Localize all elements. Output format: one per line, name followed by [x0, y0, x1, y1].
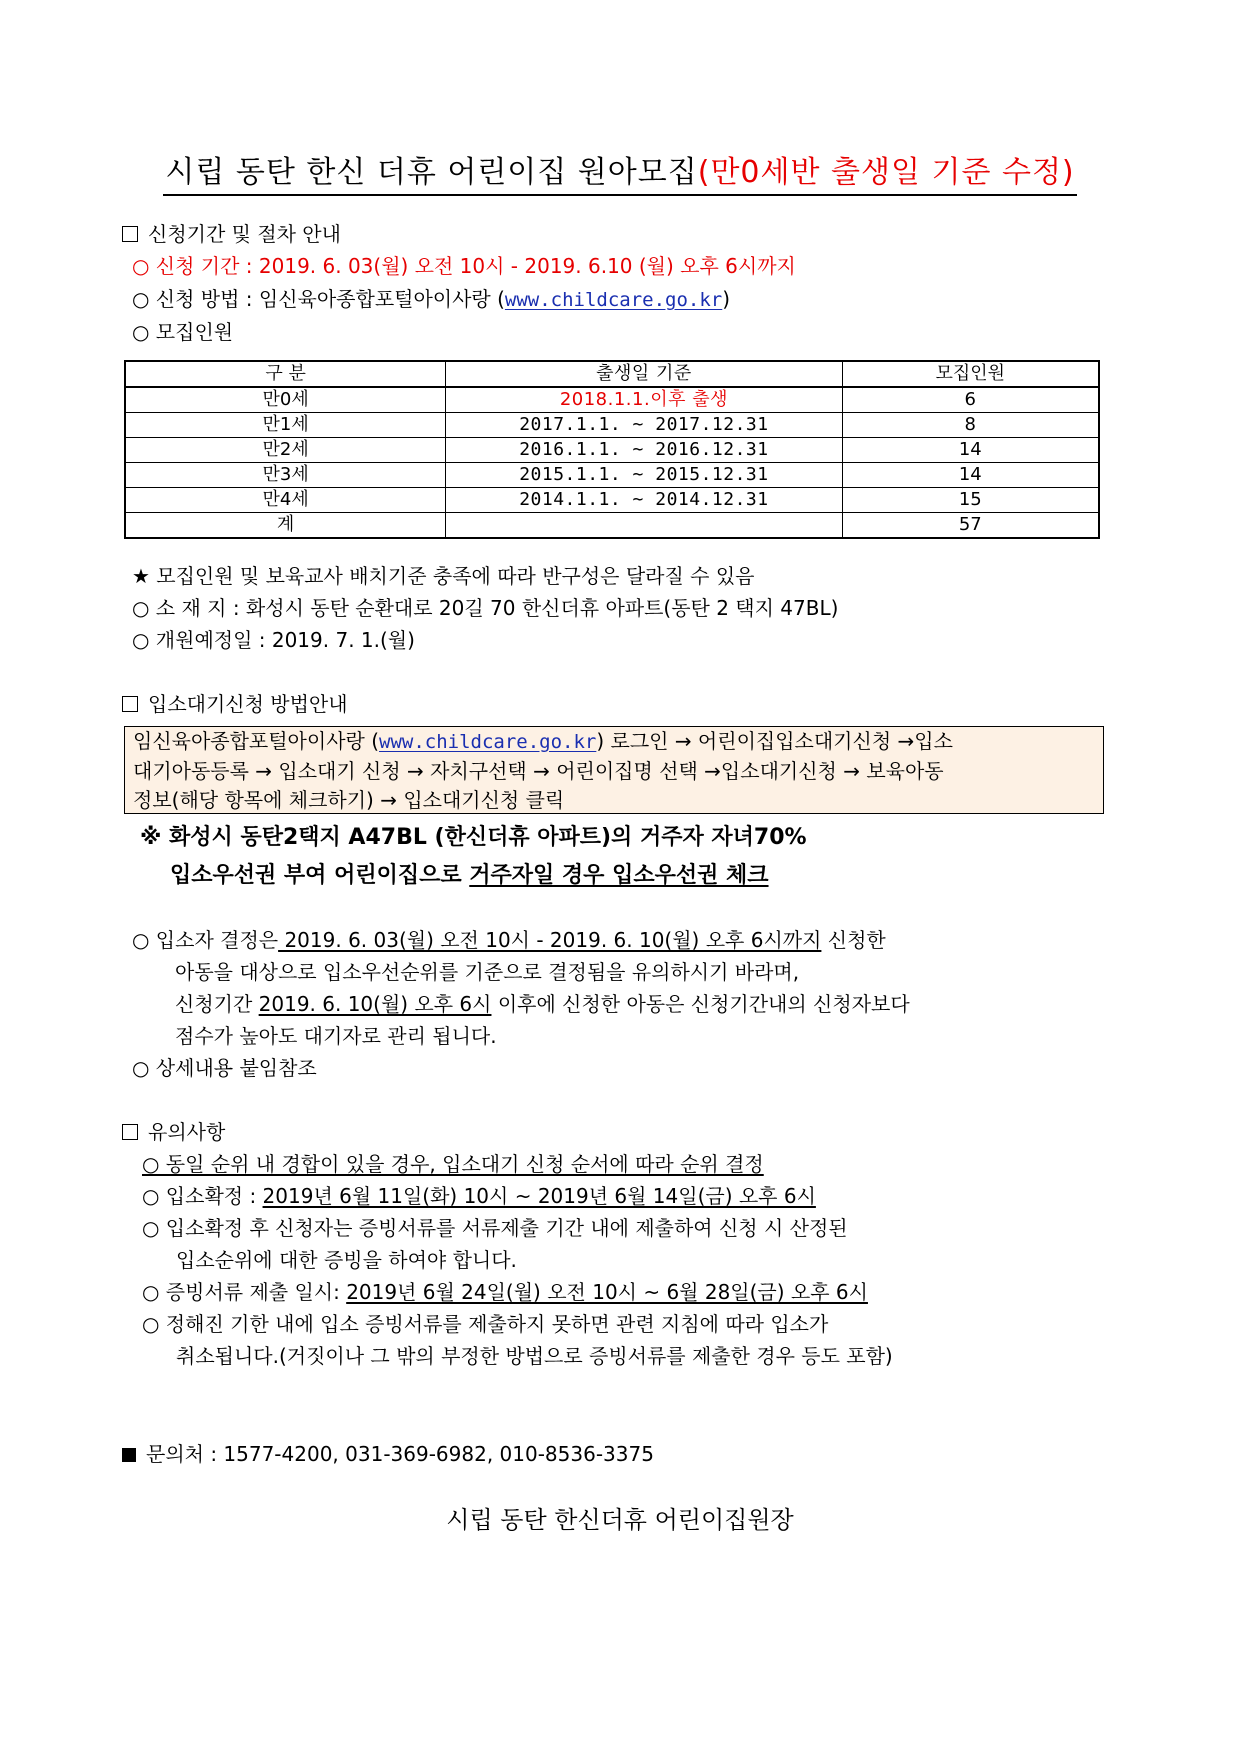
decision-text: 신청기간 [175, 992, 259, 1016]
decision-text: 이후에 신청한 아동은 신청기간내의 신청자보다 [491, 992, 910, 1016]
decision-line-3 [175, 990, 910, 1018]
table-header-cell: 모집인원 [842, 361, 1099, 387]
table-total-row [125, 513, 1099, 539]
priority-text: 입소우선권 부여 어린이집으로 [170, 863, 470, 888]
caution-text: ○ 입소확정 : [142, 1184, 263, 1208]
table-row [125, 387, 1099, 413]
signature: 시립 동탄 한신더휴 어린이집원장 [446, 1506, 794, 1534]
recruit-table [124, 360, 1100, 539]
procedure-line-3: 정보(해당 항목에 체크하기) → 입소대기신청 클릭 [133, 788, 565, 812]
table-cell: 57 [842, 513, 1099, 539]
procedure-line-2: 대기아동등록 → 입소대기 신청 → 자치구선택 → 어린이집명 선택 →입소대기신청 → 보육아동 [133, 759, 944, 783]
table-row [125, 413, 1099, 438]
section3-heading-text: 유의사항 [148, 1120, 226, 1144]
apply-method-prefix: ○ 신청 방법 : 임신육아종합포털아이사랑 ( [132, 287, 505, 311]
priority-note-line-1: ※ 화성시 동탄2택지 A47BL (한신더휴 아파트)의 거주자 자녀70% [140, 825, 807, 850]
checkbox-square-icon [122, 1124, 138, 1140]
decision-deadline: 2019. 6. 10(월) 오후 6시 [258, 992, 492, 1016]
table-row [125, 463, 1099, 488]
section2-heading-text: 입소대기신청 방법안내 [148, 692, 348, 716]
section1-heading-text: 신청기간 및 절차 안내 [148, 222, 341, 246]
contact-text: 문의처 : 1577-4200, 031-369-6982, 010-8536-3375 [146, 1442, 654, 1466]
table-cell: 2016.1.1. ~ 2016.12.31 [446, 438, 842, 463]
table-header-cell: 구 분 [125, 361, 446, 387]
priority-note-line-2 [170, 858, 769, 889]
apply-period: ○ 신청 기간 : 2019. 6. 03(월) 오전 10시 - 2019. 6.10 (월) 오후 6시까지 [132, 254, 796, 278]
checkbox-square-icon [122, 226, 138, 242]
decision-period: 2019. 6. 03(월) 오전 10시 - 2019. 6. 10(월) 오후 6시까지 [278, 928, 822, 952]
recruit-label: ○ 모집인원 [132, 320, 234, 344]
title-main: 시립 동탄 한신 더휴 어린이집 원아모집 [165, 155, 698, 190]
section2-heading [122, 690, 348, 718]
caution-4 [142, 1278, 868, 1306]
attachment-note: ○ 상세내용 붙임참조 [132, 1056, 317, 1080]
opening-date: ○ 개원예정일 : 2019. 7. 1.(월) [132, 628, 415, 652]
decision-line-4: 점수가 높아도 대기자로 관리 됩니다. [175, 1024, 497, 1048]
title-highlight: (만0세반 출생일 기준 수정) [697, 155, 1075, 190]
class-note: ★ 모집인원 및 보육교사 배치기준 충족에 따라 반구성은 달라질 수 있음 [132, 564, 755, 588]
caution-5-line-2: 취소됩니다.(거짓이나 그 밖의 부정한 방법으로 증빙서류를 제출한 경우 등도 포함) [176, 1344, 893, 1368]
childcare-link[interactable]: www.childcare.go.kr [504, 289, 723, 311]
table-cell: 만3세 [125, 463, 446, 488]
table-cell: 2014.1.1. ~ 2014.12.31 [446, 488, 842, 513]
table-row [125, 488, 1099, 513]
table-cell: 8 [842, 413, 1099, 438]
caution-period: 2019년 6월 11일(화) 10시 ~ 2019년 6월 14일(금) 오후 6시 [262, 1184, 816, 1208]
table-header-row [125, 361, 1099, 387]
section1-heading [122, 220, 341, 248]
procedure-text: ) 로그인 → 어린이집입소대기신청 →입소 [596, 729, 953, 753]
table-cell: 14 [842, 438, 1099, 463]
childcare-link[interactable]: www.childcare.go.kr [379, 731, 597, 753]
caution-1: ○ 동일 순위 내 경합이 있을 경우, 입소대기 신청 순서에 따라 순위 결정 [142, 1152, 764, 1176]
caution-period: 2019년 6월 24일(월) 오전 10시 ~ 6월 28일(금) 오후 6시 [346, 1280, 868, 1304]
decision-line-1 [132, 926, 886, 954]
table-cell: 2017.1.1. ~ 2017.12.31 [446, 413, 842, 438]
caution-2 [142, 1182, 816, 1210]
table-cell: 만0세 [125, 387, 446, 413]
apply-method [132, 285, 730, 314]
caution-3-line-1: ○ 입소확정 후 신청자는 증빙서류를 서류제출 기간 내에 제출하여 신청 시 산정된 [142, 1216, 848, 1240]
decision-text: 신청한 [821, 928, 886, 952]
table-row [125, 438, 1099, 463]
checkbox-square-icon [122, 696, 138, 712]
black-square-icon [122, 1448, 136, 1462]
table-cell: 2015.1.1. ~ 2015.12.31 [446, 463, 842, 488]
procedure-line-1 [133, 727, 1095, 757]
caution-5-line-1: ○ 정해진 기한 내에 입소 증빙서류를 제출하지 못하면 관련 지침에 따라 입소가 [142, 1312, 829, 1336]
table-header-cell: 출생일 기준 [446, 361, 842, 387]
location: ○ 소 재 지 : 화성시 동탄 순환대로 20길 70 한신더휴 아파트(동탄 2 택지 47BL) [132, 596, 839, 620]
decision-line-2: 아동을 대상으로 입소우선순위를 기준으로 결정됨을 유의하시기 바라며, [175, 960, 800, 984]
procedure-box [124, 726, 1104, 814]
caution-3-line-2: 입소순위에 대한 증빙을 하여야 합니다. [176, 1248, 517, 1272]
table-cell: 14 [842, 463, 1099, 488]
priority-underlined: 거주자일 경우 입소우선권 체크 [469, 863, 769, 888]
caution-text: ○ 증빙서류 제출 일시: [142, 1280, 347, 1304]
table-cell: 15 [842, 488, 1099, 513]
table-cell: 6 [842, 387, 1099, 413]
procedure-text: 임신육아종합포털아이사랑 ( [133, 729, 379, 753]
apply-method-suffix: ) [722, 287, 731, 311]
table-cell: 만1세 [125, 413, 446, 438]
table-cell: 2018.1.1.이후 출생 [446, 387, 842, 413]
table-cell: 만4세 [125, 488, 446, 513]
table-cell: 계 [125, 513, 446, 539]
contact-line [122, 1440, 654, 1468]
decision-text: ○ 입소자 결정은 [132, 928, 279, 952]
section3-heading [122, 1118, 225, 1146]
page-title [0, 147, 1240, 191]
table-cell: 만2세 [125, 438, 446, 463]
table-cell [446, 513, 842, 539]
